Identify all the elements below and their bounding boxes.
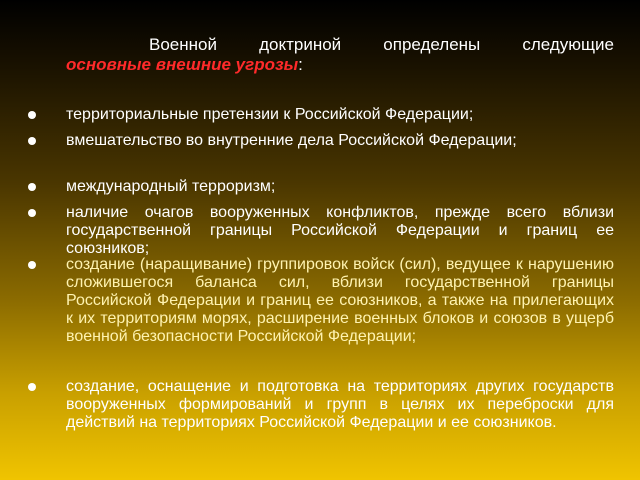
intro-emphasis-main: основные: [66, 55, 151, 74]
bullet-icon: [28, 383, 36, 391]
list-item: [66, 132, 614, 150]
list-item: [66, 106, 614, 124]
intro-line-2: [66, 55, 614, 75]
bullet-icon: [28, 261, 36, 269]
intro-line-1: [66, 35, 614, 55]
bullet-icon: [28, 137, 36, 145]
list-item-text: создание, оснащение и подготовка на территориях других государств вооруженных формирований и групп в целях их переброски для действий на территориях Российской Федерации и ее союзников.: [66, 378, 614, 431]
bullet-icon: [28, 209, 36, 217]
intro-text: Военной доктриной определены следующие: [149, 35, 614, 54]
list-item-text: территориальные претензии к Российской Федерации;: [66, 106, 474, 123]
intro-colon: :: [298, 55, 303, 74]
list-item-text: создание (наращивание) группировок войск (сил), ведущее к нарушению сложившегося баланса сил, вблизи государственной границы Российской Федерации и границ ее союзников, а также на прилегающих к их территориям морях, расширение военных блоков и союзов в ущерб военной безопасности Российской Федерации;: [66, 256, 614, 345]
list-item-text: вмешательство во внутренние дела Российской Федерации;: [66, 132, 517, 149]
bullet-icon: [28, 183, 36, 191]
intro-emphasis-threats: внешние угрозы: [155, 55, 299, 74]
list-item: [66, 178, 614, 196]
list-item-text: наличие очагов вооруженных конфликтов, прежде всего вблизи государственной границы Российской Федерации и границ ее союзников;: [66, 204, 614, 257]
list-item: [66, 378, 614, 432]
list-item: [66, 256, 614, 346]
list-item: [66, 204, 614, 258]
list-item-text: международный терроризм;: [66, 178, 276, 195]
intro-paragraph: [66, 35, 614, 75]
bullet-icon: [28, 111, 36, 119]
